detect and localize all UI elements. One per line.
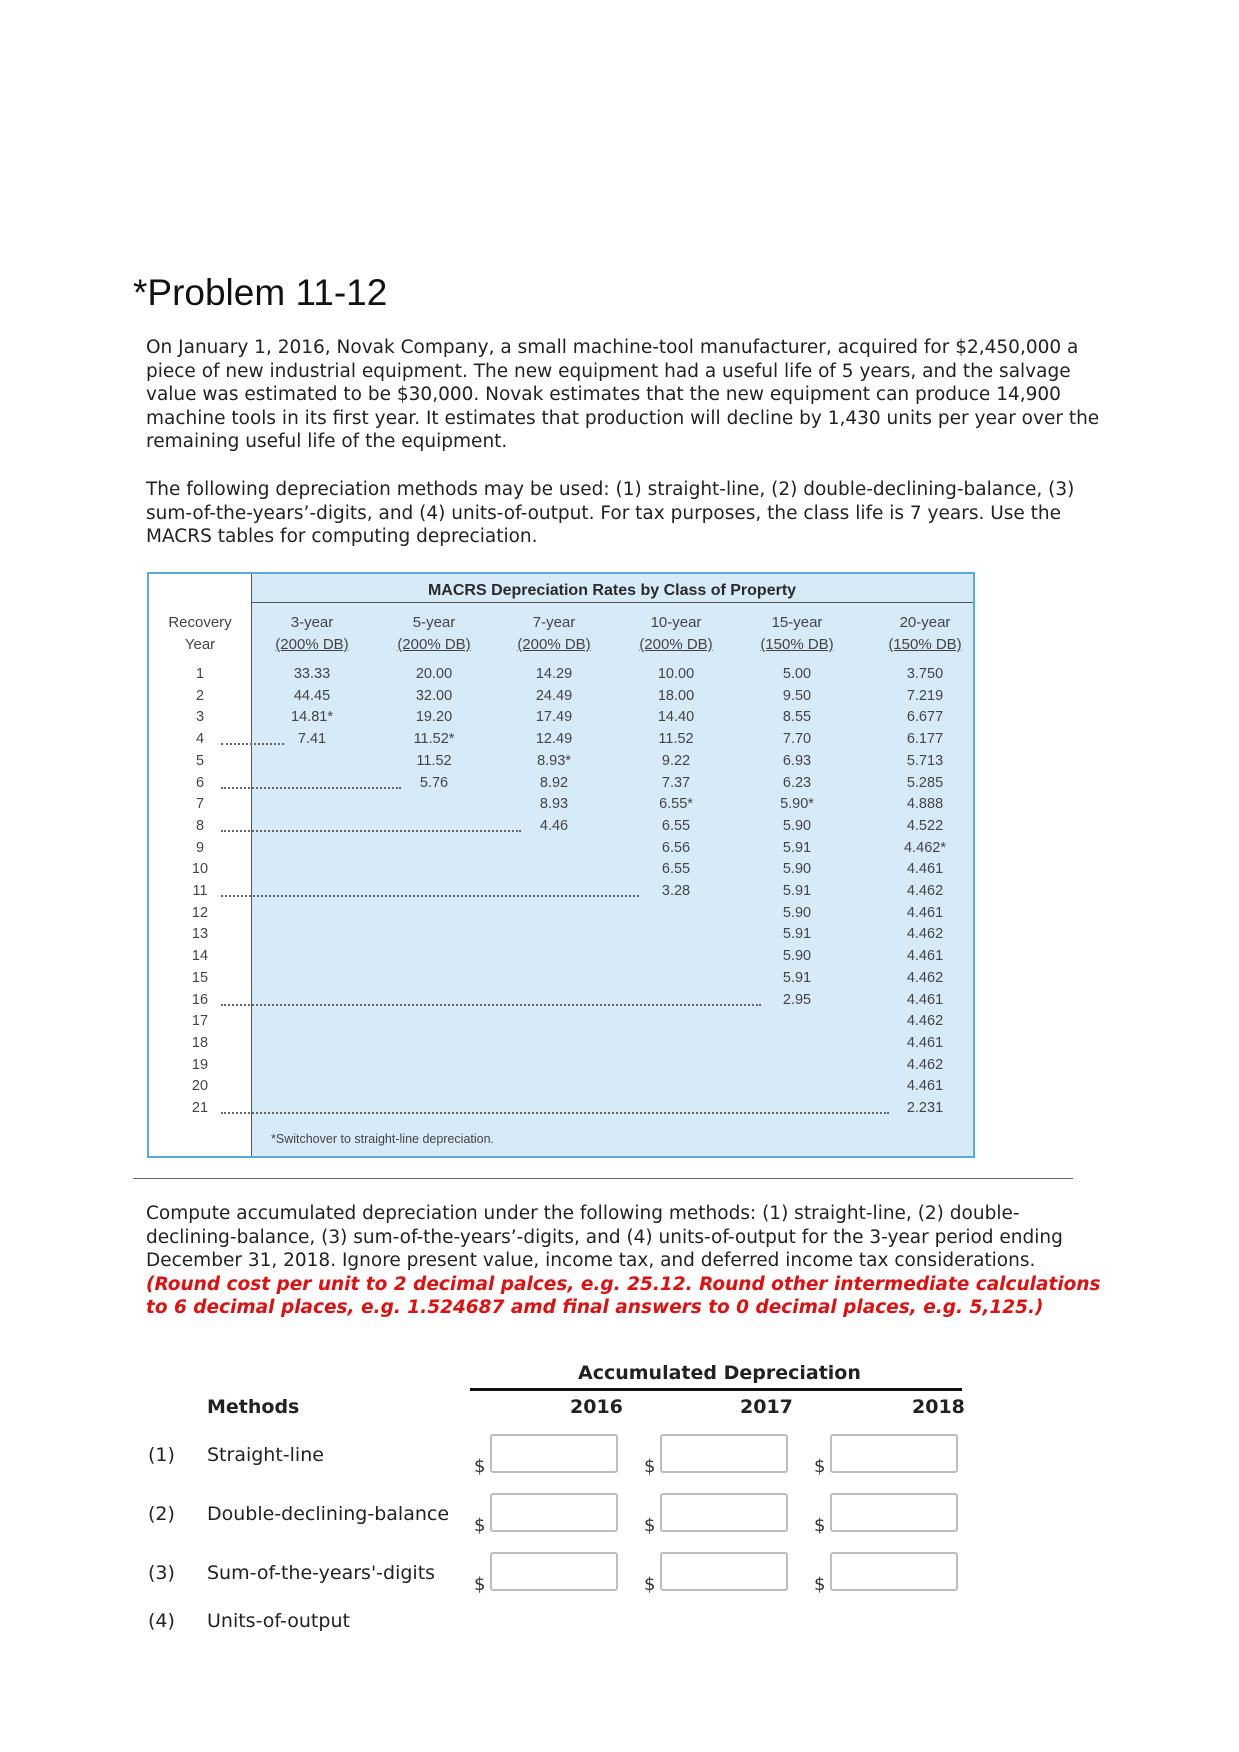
- answer-input-2017[interactable]: [660, 1434, 788, 1473]
- recovery-year-label: 11: [192, 883, 208, 899]
- column-header-class: 7-year: [532, 614, 576, 631]
- rate-cell: 6.23: [782, 774, 812, 791]
- recovery-year-label: 13: [191, 926, 209, 943]
- rate-cell: 5.91: [782, 969, 812, 986]
- column-header-15-year: [747, 612, 847, 656]
- rate-cell: 6.677: [906, 709, 944, 726]
- rate-cell: 4.461: [906, 861, 944, 878]
- dollar-sign: $: [474, 1456, 486, 1477]
- rate-cell: 5.90: [782, 861, 812, 878]
- rate-cell: 10.00: [657, 666, 695, 682]
- recovery-year-label: 9: [195, 839, 205, 856]
- answer-input-2016[interactable]: [490, 1434, 618, 1473]
- method-number: (4): [148, 1610, 175, 1632]
- method-number: (2): [148, 1503, 175, 1525]
- answer-input-2016[interactable]: [490, 1493, 618, 1532]
- rate-cell: 8.92: [539, 774, 569, 791]
- recovery-year-label: 17: [191, 1013, 209, 1030]
- rate-cell: 6.93: [782, 752, 812, 769]
- macrs-footnote: *Switchover to straight-line depreciation.: [271, 1132, 495, 1146]
- rate-cell: 4.888: [906, 796, 944, 813]
- rate-cell: 20.00: [415, 666, 453, 682]
- column-header-3-year: [262, 612, 362, 656]
- recovery-year-label: 4: [195, 731, 205, 748]
- column-header-method: (200% DB): [397, 636, 471, 653]
- rate-cell: 24.49: [535, 687, 573, 704]
- recovery-year-label: 18: [191, 1034, 209, 1051]
- rate-cell: 5.713: [906, 752, 944, 769]
- column-header-method: (200% DB): [639, 636, 713, 653]
- accumulated-depreciation-rule: [470, 1388, 962, 1391]
- rate-cell: 4.462: [906, 1013, 944, 1030]
- rate-cell: 5.91: [782, 926, 812, 943]
- rate-cell: 4.462*: [904, 839, 946, 856]
- recovery-year-label: 1: [195, 666, 205, 682]
- recovery-header-line1: Recovery: [168, 614, 232, 631]
- rounding-instructions: (Round cost per unit to 2 decimal palces, e.g. 25.12. Round other intermediate calculations to 6 decimal places, e.g. 1.524687 amd final answers to 0 decimal places, e.g. 5,125.): [146, 1273, 1101, 1318]
- rate-cell: 5.76: [419, 774, 449, 791]
- rate-cell: 11.52: [416, 752, 452, 769]
- method-number: (1): [148, 1444, 175, 1466]
- recovery-year-label: 20: [191, 1078, 209, 1095]
- column-header-10-year: [626, 612, 726, 656]
- method-label: Sum-of-the-years'-digits: [207, 1562, 436, 1584]
- dollar-sign: $: [814, 1515, 826, 1536]
- rate-cell: 3.750: [906, 666, 944, 682]
- rate-cell: 4.462: [906, 969, 944, 986]
- rate-cell: 5.90: [782, 817, 812, 834]
- recovery-year-label: 3: [195, 709, 205, 726]
- answer-input-2016[interactable]: [490, 1552, 618, 1591]
- column-header-class: 20-year: [899, 614, 951, 631]
- answer-input-2017[interactable]: [660, 1552, 788, 1591]
- rate-cell: 4.46: [539, 817, 569, 834]
- rate-cell: 4.461: [906, 991, 944, 1008]
- column-header-class: 3-year: [290, 614, 334, 631]
- rate-cell: 4.522: [906, 817, 944, 834]
- rate-cell: 6.56: [661, 839, 691, 856]
- recovery-header-line2: Year: [184, 636, 216, 653]
- method-label: Units-of-output: [207, 1610, 350, 1632]
- year-header-2018: 2018: [912, 1396, 965, 1418]
- rate-cell: 11.52*: [413, 731, 455, 748]
- dollar-sign: $: [644, 1515, 656, 1536]
- task-text: Compute accumulated depreciation under the following methods: (1) straight-line, (2) double-declining-balance, (3) sum-of-the-years’-digits, and (4) units-of-output for the 3-year period ending December 31, 2018. Ignore present value, income tax, and deferred income tax considerations.: [146, 1203, 1063, 1271]
- rate-cell: 4.461: [906, 1078, 944, 1095]
- rate-cell: 5.00: [782, 666, 812, 682]
- problem-title: *Problem 11-12: [133, 272, 388, 313]
- method-number: (3): [148, 1562, 175, 1584]
- rate-cell: 4.462: [906, 883, 944, 899]
- macrs-table: [147, 572, 975, 1158]
- rate-cell: 6.177: [906, 731, 944, 748]
- recovery-year-label: 21: [191, 1100, 209, 1116]
- dollar-sign: $: [474, 1574, 486, 1595]
- rate-cell: 8.93*: [537, 752, 571, 769]
- rate-cell: 8.55: [782, 709, 812, 726]
- rate-cell: 2.95: [782, 991, 812, 1008]
- recovery-year-label: 10: [191, 861, 209, 878]
- task-instructions: [146, 1202, 1106, 1320]
- rate-cell: 3.28: [661, 883, 691, 899]
- rate-cell: 6.55: [661, 817, 691, 834]
- rate-cell: 2.231: [906, 1100, 944, 1116]
- accumulated-depreciation-header: Accumulated Depreciation: [578, 1362, 861, 1384]
- rate-cell: 14.40: [657, 709, 695, 726]
- rate-cell: 5.90: [782, 904, 812, 921]
- rate-cell: 7.41: [297, 731, 327, 748]
- section-divider: [133, 1178, 1073, 1179]
- rate-cell: 14.29: [535, 666, 573, 682]
- column-header-method: (200% DB): [275, 636, 349, 653]
- rate-cell: 14.81*: [291, 709, 333, 726]
- rate-cell: 4.462: [906, 1056, 944, 1073]
- rate-cell: 5.91: [782, 839, 812, 856]
- method-label: Double-declining-balance: [207, 1503, 450, 1525]
- column-header-20-year: [875, 612, 975, 656]
- rate-cell: 5.90: [782, 948, 812, 965]
- dotted-leader: [221, 787, 401, 789]
- rate-cell: 4.461: [906, 948, 944, 965]
- answer-input-2018[interactable]: [830, 1493, 958, 1532]
- rate-cell: 12.49: [535, 731, 573, 748]
- dollar-sign: $: [644, 1456, 656, 1477]
- rate-cell: 11.52: [658, 731, 694, 748]
- answer-input-2017[interactable]: [660, 1493, 788, 1532]
- methods-description: The following depreciation methods may be used: (1) straight-line, (2) double-declining-balance, (3) sum-of-the-years’-digits, and (4) units-of-output. For tax purposes, the class life is 7 years. Use the MACRS tables for computing depreciation.: [146, 479, 1075, 547]
- rate-cell: 32.00: [415, 687, 453, 704]
- rate-cell: 8.93: [539, 796, 569, 813]
- dotted-leader: [221, 1112, 889, 1114]
- rate-cell: 44.45: [293, 687, 331, 704]
- problem-description: On January 1, 2016, Novak Company, a small machine-tool manufacturer, acquired for $2,450,000 a piece of new industrial equipment. The new equipment had a useful life of 5 years, and the salvage value was estimated to be $30,000. Novak estimates that the new equipment can produce 14,900 machine tools in its first year. It estimates that production will decline by 1,430 units per year over the remaining useful life of the equipment.: [146, 337, 1100, 452]
- method-label: Straight-line: [207, 1444, 324, 1466]
- rate-cell: 7.219: [906, 687, 944, 704]
- rate-cell: 17.49: [535, 709, 573, 726]
- dotted-leader: [221, 895, 639, 897]
- rate-cell: 4.461: [906, 904, 944, 921]
- dotted-leader: [221, 1004, 761, 1006]
- rate-cell: 7.37: [661, 774, 691, 791]
- recovery-year-label: 8: [195, 817, 205, 834]
- recovery-year-label: 5: [195, 752, 205, 769]
- year-header-2017: 2017: [740, 1396, 793, 1418]
- column-header-5-year: [384, 612, 484, 656]
- recovery-year-label: 2: [195, 687, 205, 704]
- rate-cell: 4.462: [906, 926, 944, 943]
- recovery-year-label: 15: [191, 969, 209, 986]
- column-header-7-year: [504, 612, 604, 656]
- header-separator: [251, 602, 973, 603]
- rate-cell: 5.91: [782, 883, 812, 899]
- answer-input-2018[interactable]: [830, 1552, 958, 1591]
- rate-cell: 9.50: [782, 687, 812, 704]
- dotted-leader: [221, 830, 521, 832]
- rate-cell: 9.22: [661, 752, 691, 769]
- column-header-class: 15-year: [771, 614, 823, 631]
- rate-cell: 5.90*: [780, 796, 814, 813]
- macrs-table-title: MACRS Depreciation Rates by Class of Property: [427, 582, 797, 599]
- answer-input-2018[interactable]: [830, 1434, 958, 1473]
- dollar-sign: $: [644, 1574, 656, 1595]
- dollar-sign: $: [814, 1456, 826, 1477]
- rate-cell: 4.461: [906, 1034, 944, 1051]
- column-header-class: 10-year: [650, 614, 702, 631]
- recovery-year-label: 6: [195, 774, 205, 791]
- rate-cell: 33.33: [293, 666, 331, 682]
- dotted-leader: [221, 743, 284, 745]
- column-header-class: 5-year: [412, 614, 456, 631]
- recovery-year-label: 19: [191, 1056, 209, 1073]
- rate-cell: 18.00: [657, 687, 695, 704]
- dollar-sign: $: [814, 1574, 826, 1595]
- column-header-method: (150% DB): [760, 636, 834, 653]
- rate-cell: 6.55: [661, 861, 691, 878]
- dollar-sign: $: [474, 1515, 486, 1536]
- column-header-method: (200% DB): [517, 636, 591, 653]
- recovery-year-label: 16: [191, 991, 209, 1008]
- column-header-method: (150% DB): [888, 636, 962, 653]
- recovery-year-label: 12: [191, 904, 209, 921]
- rate-cell: 5.285: [906, 774, 944, 791]
- rate-cell: 19.20: [415, 709, 453, 726]
- rate-cell: 7.70: [782, 731, 812, 748]
- methods-column-header: Methods: [207, 1396, 300, 1418]
- recovery-year-label: 14: [191, 948, 209, 965]
- recovery-year-label: 7: [195, 796, 205, 813]
- rate-cell: 6.55*: [659, 796, 693, 813]
- year-header-2016: 2016: [570, 1396, 623, 1418]
